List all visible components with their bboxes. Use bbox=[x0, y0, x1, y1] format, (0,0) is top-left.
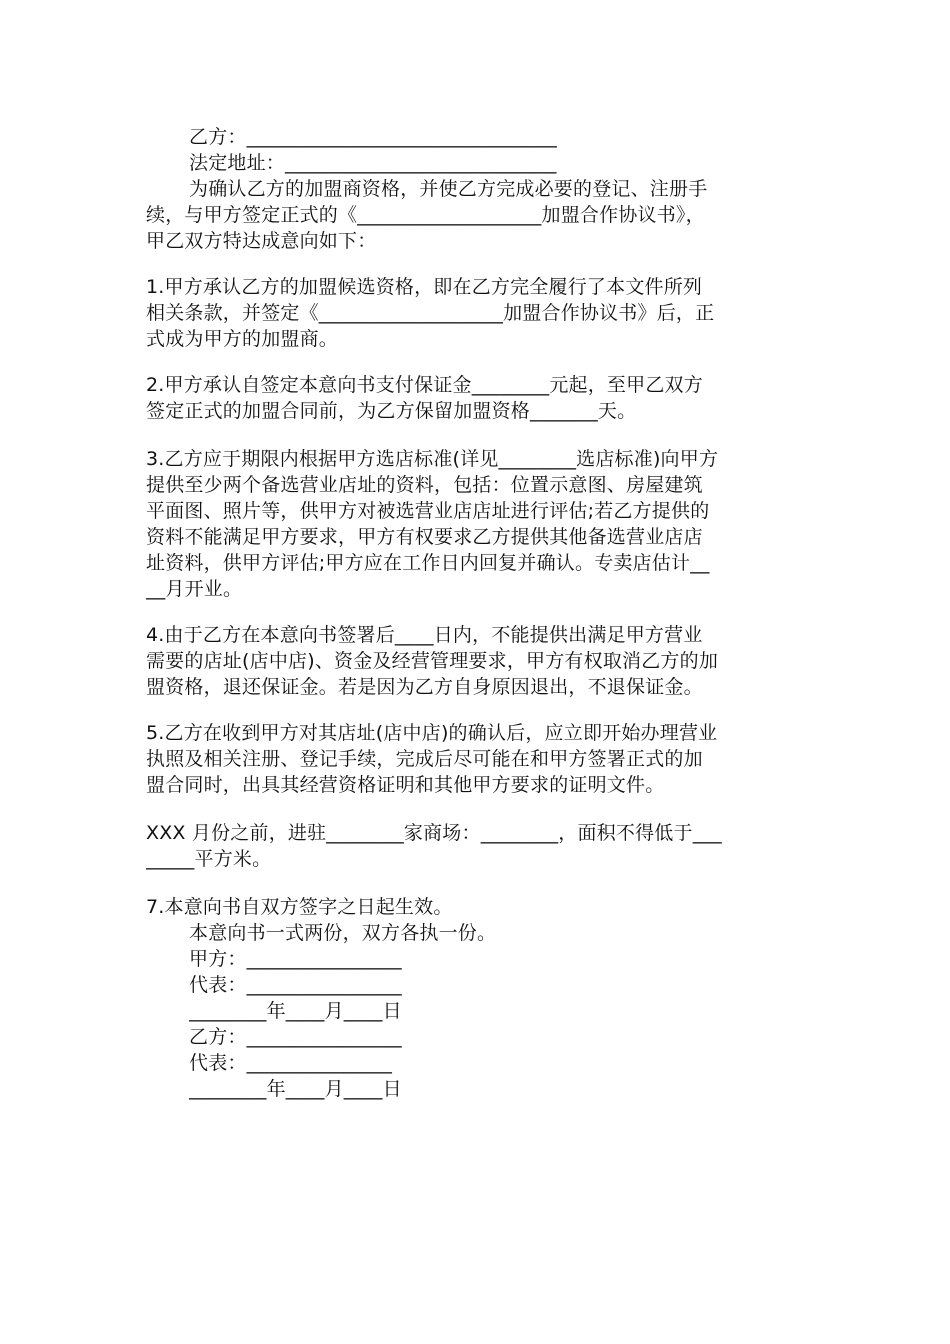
clause-3-line: 资料不能满足甲方要求，甲方有权要求乙方提供其他备选营业店店 bbox=[146, 526, 703, 548]
party-b-representative: 代表：_______________ bbox=[189, 1052, 393, 1074]
clause-3-line: 提供至少两个备选营业店址的资料，包括：位置示意图、房屋建筑 bbox=[146, 474, 703, 496]
preamble-line: 甲乙双方特达成意向如下： bbox=[146, 230, 377, 252]
clause-1-line: 式成为甲方的加盟商。 bbox=[146, 328, 339, 350]
legal-address-line: 法定地址：____________________________ bbox=[189, 152, 557, 174]
effective-clause: 7.本意向书自双方签字之日起生效。 bbox=[146, 896, 453, 918]
clause-5-line: 执照及相关注册、登记手续，完成后尽可能在和甲方签署正式的加 bbox=[146, 748, 703, 770]
clause-4-line: 需要的店址(店中店)、资金及经营管理要求，甲方有权取消乙方的加 bbox=[146, 650, 719, 672]
party-b-line: 乙方：________________________________ bbox=[189, 126, 558, 148]
party-a-signature: 甲方：________________ bbox=[189, 948, 402, 970]
clause-1-line: 相关条款，并签定《___________________加盟合作协议书》后，正 bbox=[146, 302, 715, 324]
party-b-signature: 乙方：________________ bbox=[189, 1026, 402, 1048]
clause-4-line: 盟资格，退还保证金。若是因为乙方自身原因退出，不退保证金。 bbox=[146, 676, 703, 698]
clause-4-line: 4.由于乙方在本意向书签署后____日内，不能提供出满足甲方营业 bbox=[146, 624, 703, 646]
preamble-line: 为确认乙方的加盟商资格，并使乙方完成必要的登记、注册手 bbox=[189, 178, 708, 200]
party-a-date: ________年____月____日 bbox=[189, 1000, 402, 1022]
copies-note: 本意向书一式两份，双方各执一份。 bbox=[189, 922, 497, 944]
clause-6-line: XXX 月份之前，进驻________家商场：________，面积不得低于___ bbox=[146, 822, 722, 844]
clause-3-line: 平面图、照片等，供甲方对被选营业店店址进行评估;若乙方提供的 bbox=[146, 500, 710, 522]
clause-1-line: 1.甲方承认乙方的加盟候选资格，即在乙方完全履行了本文件所列 bbox=[146, 276, 703, 298]
clause-3-line: 3.乙方应于期限内根据甲方选店标准(详见________选店标准)向甲方 bbox=[146, 448, 719, 470]
party-a-representative: 代表：________________ bbox=[189, 974, 402, 996]
clause-6-line: _____平方米。 bbox=[146, 848, 272, 870]
clause-5-line: 5.乙方在收到甲方对其店址(店中店)的确认后，应立即开始办理营业 bbox=[146, 722, 718, 744]
clause-5-line: 盟合同时，出具其经营资格证明和其他甲方要求的证明文件。 bbox=[146, 774, 665, 796]
clause-3-line: 址资料，供甲方评估;甲方应在工作日内回复并确认。专卖店估计__ bbox=[146, 552, 710, 574]
clause-2-line: 签定正式的加盟合同前，为乙方保留加盟资格_______天。 bbox=[146, 400, 637, 422]
preamble-line: 续，与甲方签定正式的《___________________加盟合作协议书》， bbox=[146, 204, 705, 226]
party-b-date: ________年____月____日 bbox=[189, 1078, 402, 1100]
clause-3-line: __月开业。 bbox=[146, 578, 243, 600]
clause-2-line: 2.甲方承认自签定本意向书支付保证金________元起，至甲乙双方 bbox=[146, 374, 703, 396]
